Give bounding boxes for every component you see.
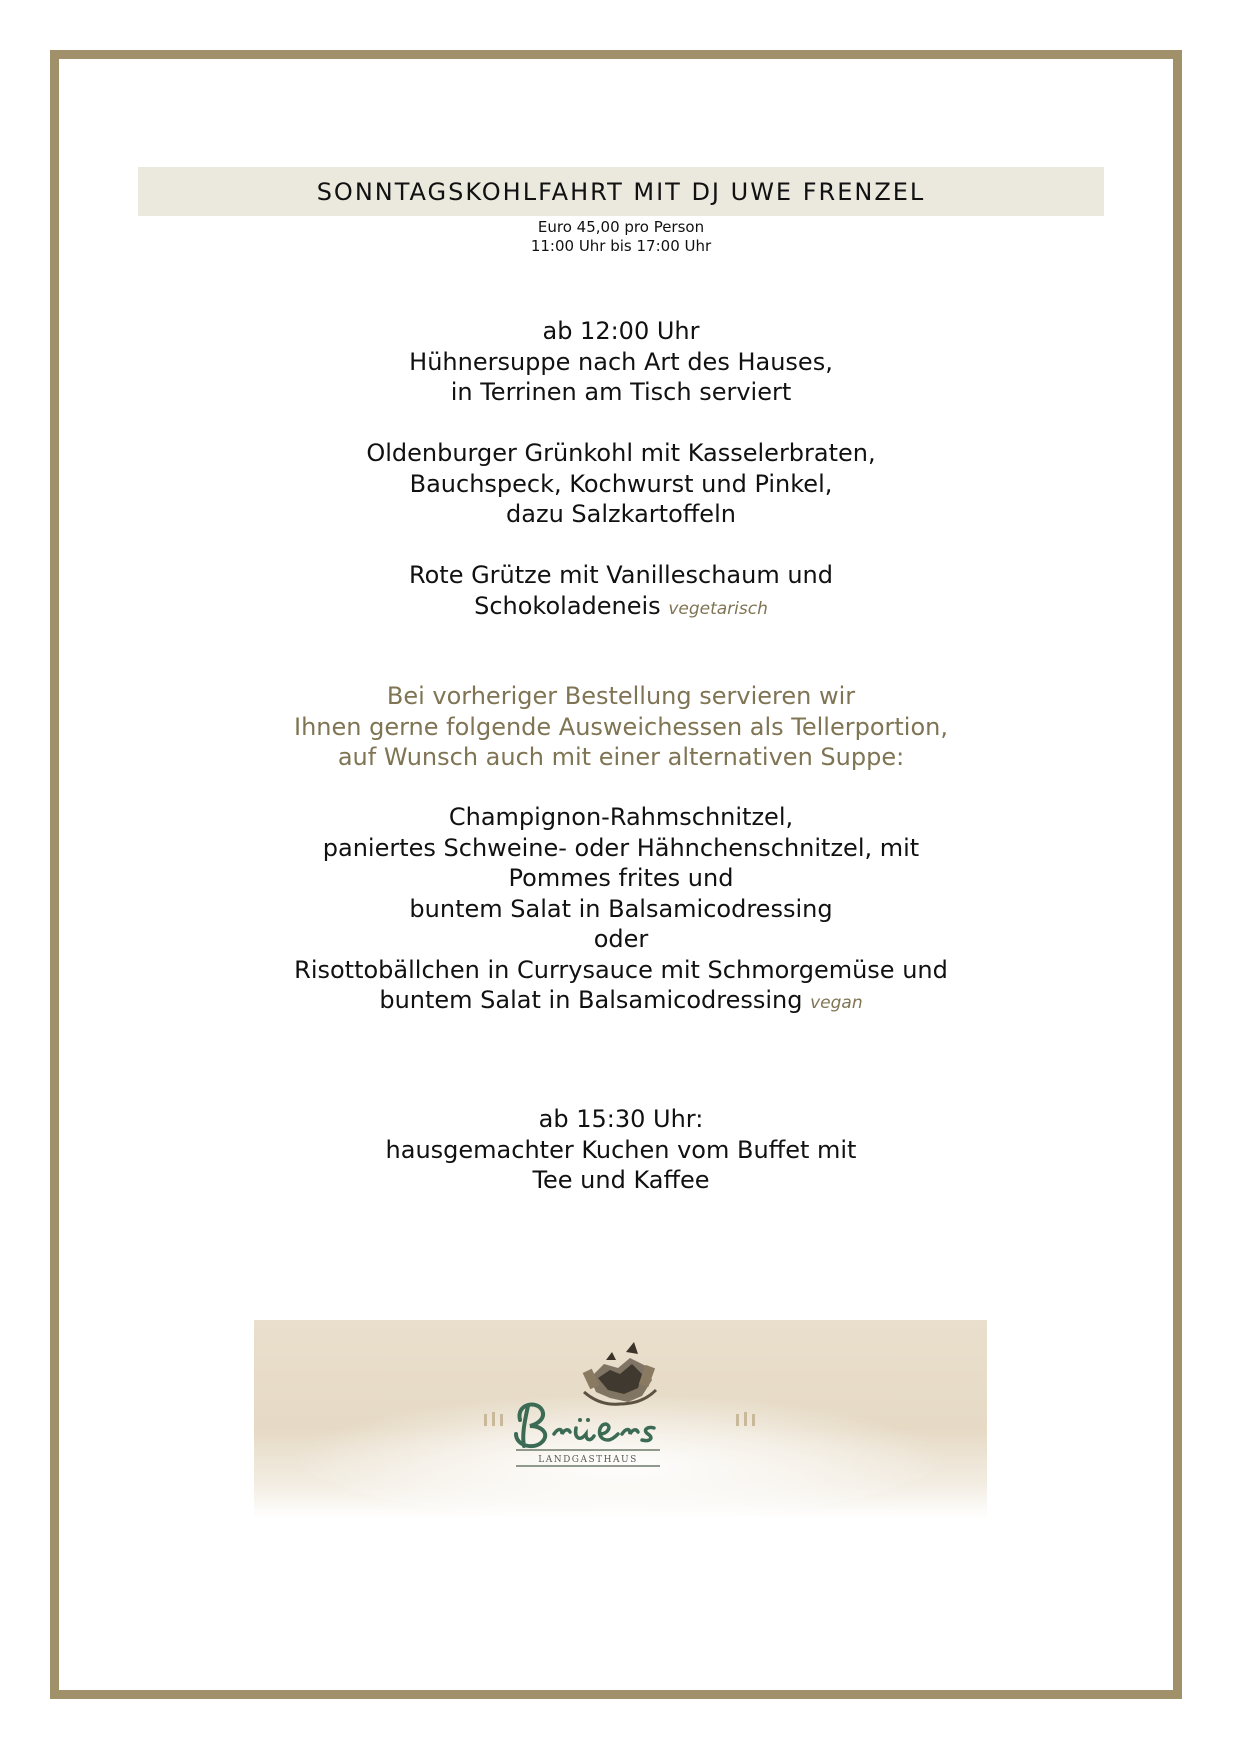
- dessert-line-1: Rote Grütze mit Vanilleschaum und: [409, 561, 833, 589]
- alternative-line-1: Champignon-Rahmschnitzel,: [448, 803, 794, 831]
- alternatives-intro-line-1: Bei vorheriger Bestellung servieren wir: [386, 682, 856, 710]
- fence-left-icon: [484, 1412, 503, 1426]
- event-title: SONNTAGSKOHLFAHRT MIT DJ UWE FRENZEL: [316, 177, 926, 206]
- dessert-line-2-text: Schokoladeneis: [474, 591, 661, 620]
- alternatives-menu: [138, 802, 1104, 1019]
- alternative-line-4: buntem Salat in Balsamicodressing: [409, 894, 833, 923]
- alternative-line-3: Pommes frites und: [508, 864, 734, 892]
- lunch-time: ab 12:00 Uhr: [542, 317, 700, 345]
- svg-text:LANDGASTHAUS: LANDGASTHAUS: [538, 1455, 638, 1465]
- menu-section-main: [138, 438, 1104, 530]
- landgasthaus-logo: [254, 1320, 987, 1518]
- time-range-line: 11:00 Uhr bis 17:00 Uhr: [530, 237, 712, 255]
- vegan-tag: vegan: [810, 993, 863, 1013]
- main-course-line-1: Oldenburger Grünkohl mit Kasselerbraten,: [366, 439, 876, 467]
- alternative-line-2: paniertes Schweine- oder Hähnchenschnitzel, mit: [322, 833, 920, 862]
- main-course-line-3: dazu Salzkartoffeln: [506, 500, 736, 528]
- fence-right-icon: [736, 1412, 755, 1426]
- alternative-line-6: Risottobällchen in Currysauce mit Schmorgemüse und: [294, 955, 948, 984]
- alternatives-intro-line-2: Ihnen gerne folgende Ausweichessen als Tellerportion,: [294, 712, 948, 741]
- price-line: Euro 45,00 pro Person: [537, 218, 705, 236]
- main-course-line-2: Bauchspeck, Kochwurst und Pinkel,: [409, 469, 833, 498]
- afternoon-time: ab 15:30 Uhr:: [538, 1105, 704, 1133]
- menu-section-lunch: [138, 316, 1104, 408]
- vegetarian-tag: vegetarisch: [668, 598, 768, 619]
- afternoon-section: [138, 1104, 1104, 1196]
- title-bar: [138, 167, 1104, 216]
- logo-banner: [254, 1320, 987, 1518]
- alternative-line-5: oder: [593, 925, 649, 953]
- soup-line-2: in Terrinen am Tisch serviert: [450, 378, 792, 406]
- alternatives-intro-line-3: auf Wunsch auch mit einer alternativen Suppe:: [337, 743, 905, 771]
- soup-line-1: Hühnersuppe nach Art des Hauses,: [409, 347, 833, 376]
- dessert-line-2: [138, 591, 1104, 625]
- afternoon-line-2: Tee und Kaffee: [532, 1166, 710, 1194]
- menu-section-dessert: [138, 560, 1104, 624]
- alternative-line-7: buntem Salat in Balsamicodressing: [379, 986, 803, 1014]
- afternoon-line-1: hausgemachter Kuchen vom Buffet mit: [385, 1135, 857, 1164]
- alternatives-intro: [138, 681, 1104, 773]
- alternative-line-7-wrap: [138, 985, 1104, 1019]
